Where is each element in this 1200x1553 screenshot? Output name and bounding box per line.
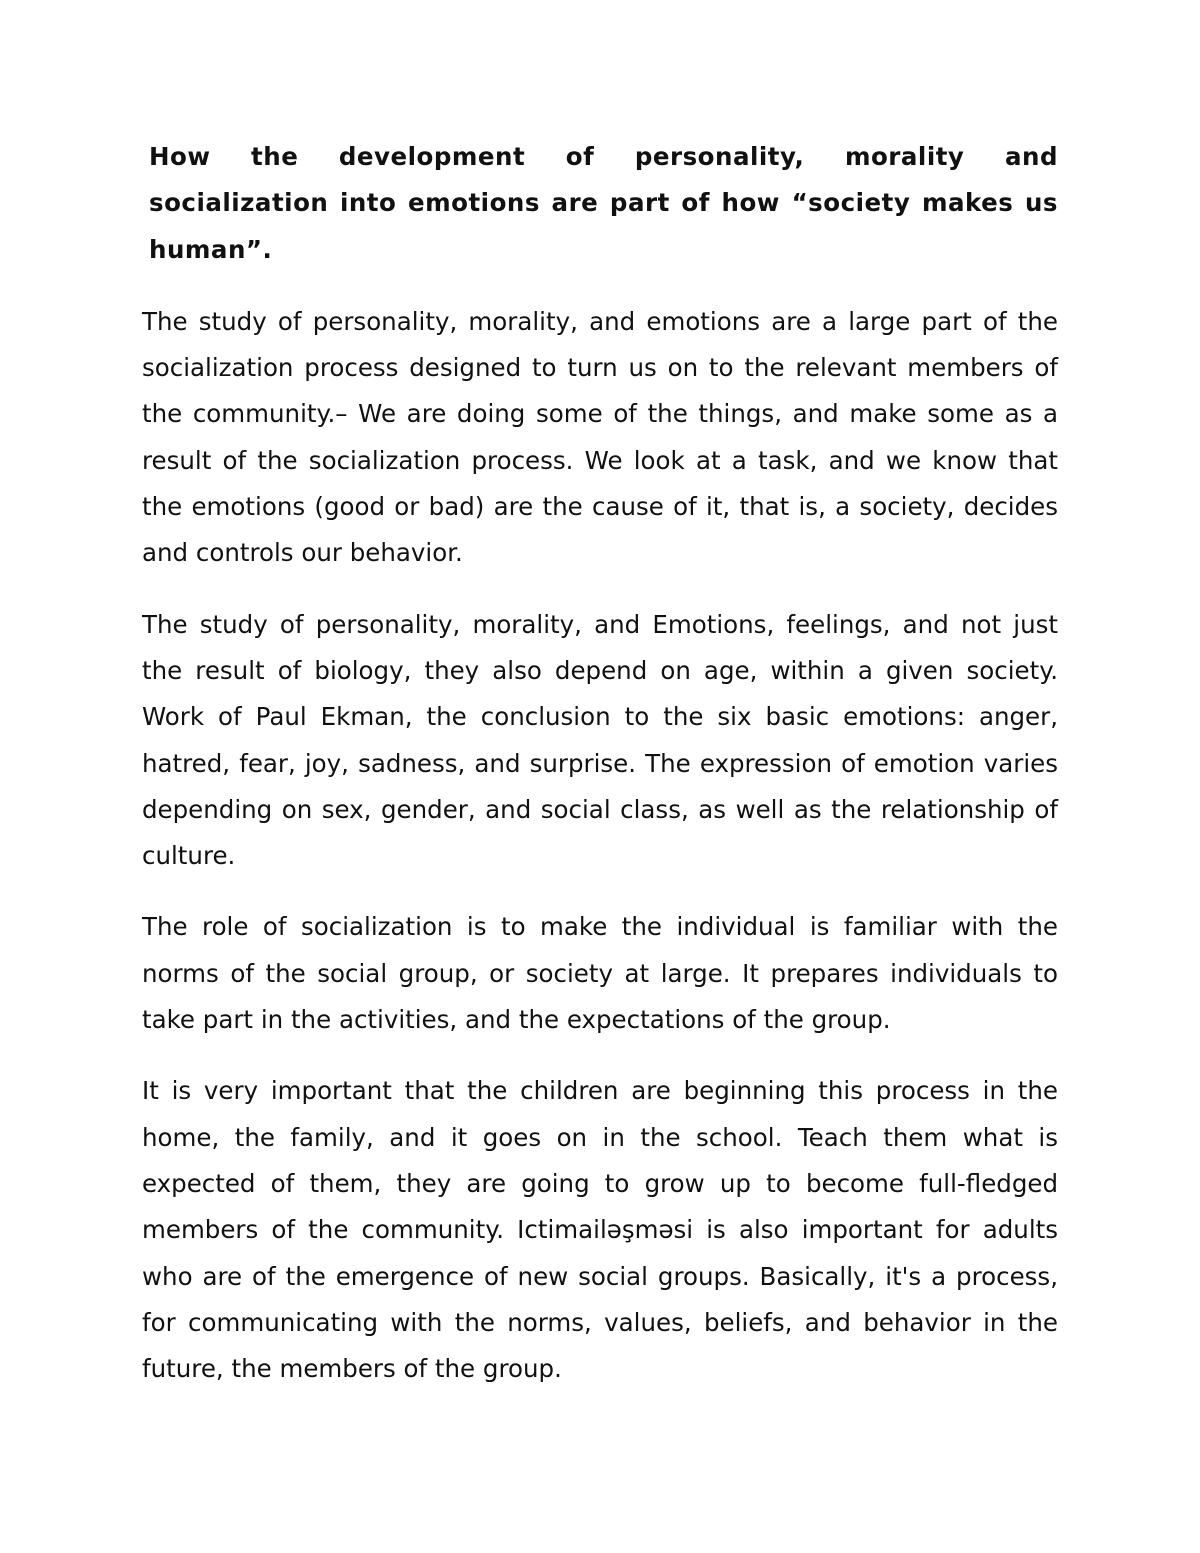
paragraph-4: It is very important that the children are beginning this process in the home, the family, and it goes on in the school. Teach them what is expected of them, they are going to grow up to become full-fledged members of the community. Ictimailəşməsi is also important for adults who are of the emergence of new social groups. Basically, it's a process, for communicating with the norms, values, beliefs, and behavior in the future, the members of the group.	[142, 1076, 1058, 1384]
paragraph-3: The role of socialization is to make the individual is familiar with the norms of the social group, or society at large. It prepares individuals to take part in the activities, and the expectations of the group.	[142, 912, 1058, 1035]
document-title: How the development of personality, morality and socialization into emotions are part of how “society makes us human”.	[149, 142, 1058, 264]
paragraph-1: The study of personality, morality, and emotions are a large part of the socialization process designed to turn us on to the relevant members of the community.– We are doing some of the things, and make some as a result of the socialization process. We look at a task, and we know that the emotions (good or bad) are the cause of it, that is, a society, decides and controls our behavior.	[142, 306, 1058, 568]
document-body	[142, 134, 1058, 1417]
paragraph-2: The study of personality, morality, and Emotions, feelings, and not just the result of biology, they also depend on age, within a given society. Work of Paul Ekman, the conclusion to the six basic emotions: anger, hatred, fear, joy, sadness, and surprise. The expression of emotion varies depending on sex, gender, and social class, as well as the relationship of culture.	[142, 609, 1058, 871]
